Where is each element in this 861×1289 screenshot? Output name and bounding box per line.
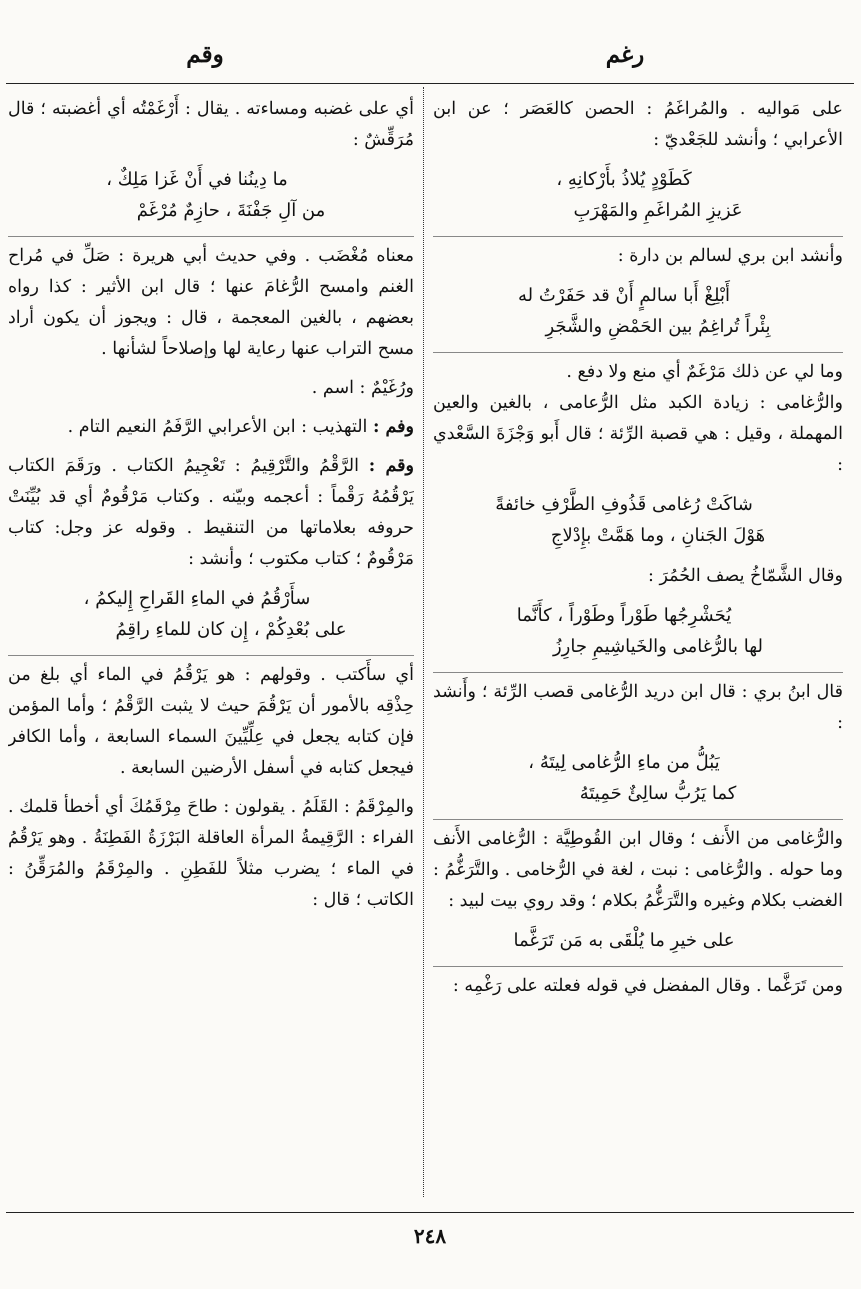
header-rule: [6, 83, 854, 84]
right-paragraph-1: على مَواليه . والمُراغَمُ : الحصن كالعَصَر ؛ عن ابن الأعرابي ؛ وأنشد للجَعْديّ :: [433, 99, 843, 150]
verse-line: يُحَشْرِجُها طَوْراً وطَوْراً ، كأَنَّما: [516, 605, 732, 626]
entry-waqam: [8, 451, 414, 575]
verse-line: لها بالرُّغامى والخَياشِيمِ جارِزُ: [552, 636, 764, 657]
right-verse-5: [433, 747, 843, 809]
right-verse-4: [433, 600, 843, 662]
left-paragraph-3: ورُغَيْمٌ : اسم .: [311, 378, 414, 398]
left-column: [8, 94, 414, 1202]
left-header-title: وقم: [186, 41, 224, 68]
verse-line: بِئْراً تُراغِمُ بين الحَمْضِ والشَّجَرِ: [545, 316, 771, 337]
right-paragraph-7: والرُّغامى من الأَنف ؛ وقال ابن القُوطِيَّة : الرُّغامى الأَنف وما حوله . والرُّغامى : نبت ، لغة في الرُّخامى . والتَّرَغُّمُ : الغضب بكلام وغيره والتَّرَغُّمُ بكلام ؛ وقد روي بيت لبيد :: [433, 819, 843, 917]
verse-line: يَبُلُّ من ماءِ الرُّغامى لِيتَهُ ،: [528, 752, 720, 773]
left-paragraph-7: والمِرْقَمُ : القَلَمُ . يقولون : طاحَ مِرْقَمُكَ أي أخطأ قلمك . الفراء : الرَّقِيمةُ المرأة العاقلة البَرْزَةُ الفَطِنَةُ . وهو يَرْقُمُ في الماء ؛ يضرب مثلاً للفَطِنِ . والمِرْقَمُ والمُرَقِّنُ : الكاتب ؛ قال :: [8, 797, 414, 910]
right-header-title: رغم: [605, 41, 645, 68]
left-paragraph-6: أي سأَكتب . وقولهم : هو يَرْقُمُ في الماء أي بلغ من حِذْقِه بالأمور أن يَرْقُمَ حيث لا يثبت الرَّقْمُ ؛ وأما المؤمن فإن كتابه يجعل في عِلِّيِّينَ السماء السابعة ، وأما الكافر فيجعل كتابه في أسفل الأرضين السابعة .: [8, 655, 414, 784]
left-paragraph-2: معناه مُغْضَب . وفي حديث أبي هريرة : صَلِّ في مُراح الغنم وامسح الرُّغامَ عنها ؛ قال ابن الأثير : كذا رواه بعضهم ، بالغين المعجمة ، قال : ويجوز أن يكون أراد مسح التراب عنها رعاية لها وإصلاحاً لشأنها .: [8, 236, 414, 365]
verse-line: عَزيزِ المُراغَمِ والمَهْرَبِ: [573, 200, 743, 221]
right-paragraph-2: وأنشد ابن بري لسالم بن دارة :: [433, 236, 843, 272]
right-paragraph-5: وقال الشَّمّاخُ يصف الحُمُرَ :: [648, 566, 843, 586]
verse-line: كما يَرُبُّ سالِئٌ حَمِيتَهُ: [579, 783, 737, 804]
verse-line: على بُعْدِكُمْ ، إِن كان للماءِ راقِمُ: [115, 619, 347, 640]
right-verse-6: [433, 925, 843, 956]
right-verse-2: [433, 280, 843, 342]
right-verse-1: [433, 164, 843, 226]
entry-headword: وقم :: [368, 456, 414, 476]
verse-line: ما دِينُنا في أَنْ غَزا مَلِكٌ ،: [106, 169, 288, 190]
left-verse-1: [8, 164, 414, 226]
left-paragraph-1: أي على غضبه ومساءته . يقال : أَرْغَمْتُه أي أغضبته ؛ قال مُرَقِّشٌ :: [8, 99, 414, 150]
left-verse-2: [8, 583, 414, 645]
entry-headword: وفم :: [372, 417, 414, 437]
verse-line: من آلِ جَفْنَةَ ، حازِمٌ مُرْغَمْ: [136, 200, 326, 221]
entry-text: الرَّقْمُ والتَّرْقِيمُ : تَعْجِيمُ الكتاب . ورَقَمَ الكتاب يَرْقُمُهُ رَقْماً : أعجمه وبيّنه . وكتاب مَرْقُومٌ أي قد بُيِّنَتْ حروفه بعلاماتها من التنقيط . وقوله عز وجل: كتاب مَرْقُومٌ ؛ كتاب مكتوب ؛ وأنشد :: [8, 456, 414, 569]
page-number: ٢٤٨: [413, 1224, 447, 1248]
right-paragraph-4: والرُّغامى : زيادة الكبد مثل الرُّعامى ، بالغين والعين المهملة ، وقيل : هي قصبة الرِّئة ؛ قال أَبو وَجْزَةَ السَّعْدي :: [433, 393, 843, 475]
right-paragraph-6: قال ابنُ بري : قال ابن دريد الرُّغامى قصب الرِّئة ؛ وأَنشد :: [433, 672, 843, 739]
verse-line: على خيرِ ما يُلْقَى به مَن تَرَغَّما: [513, 930, 735, 951]
right-paragraph-8: ومن تَرَغَّما . وقال المفضل في قوله فعلته على رَغْمِه :: [433, 966, 843, 1002]
right-verse-3: [433, 489, 843, 551]
entry-text: التهذيب : ابن الأعرابي الرَّفَمُ النعيم التام .: [67, 417, 373, 437]
right-column: [433, 94, 843, 1202]
verse-line: سأَرْقُمُ في الماءِ القَراحِ إِليكمُ ،: [83, 588, 311, 609]
entry-wafam: [8, 412, 414, 443]
footer-rule: [6, 1212, 854, 1213]
verse-line: أَبْلِغْ أَبا سالمٍ أَنْ قد حَفَرْتُ له: [518, 285, 730, 306]
right-paragraph-3: وما لي عن ذلك مَرْغَمٌ أي منع ولا دفع .: [433, 352, 843, 388]
verse-line: هَوْلَ الجَنانِ ، وما هَمَّتْ بإِدْلاجِ: [550, 525, 766, 546]
verse-line: شاكَتْ رُغامى قَذُوفِ الطَّرْفِ خائفةً: [495, 494, 753, 515]
verse-line: كَطَوْدٍ يُلاذُ بأَرْكانِهِ ،: [556, 169, 692, 190]
column-separator: [423, 87, 424, 1197]
